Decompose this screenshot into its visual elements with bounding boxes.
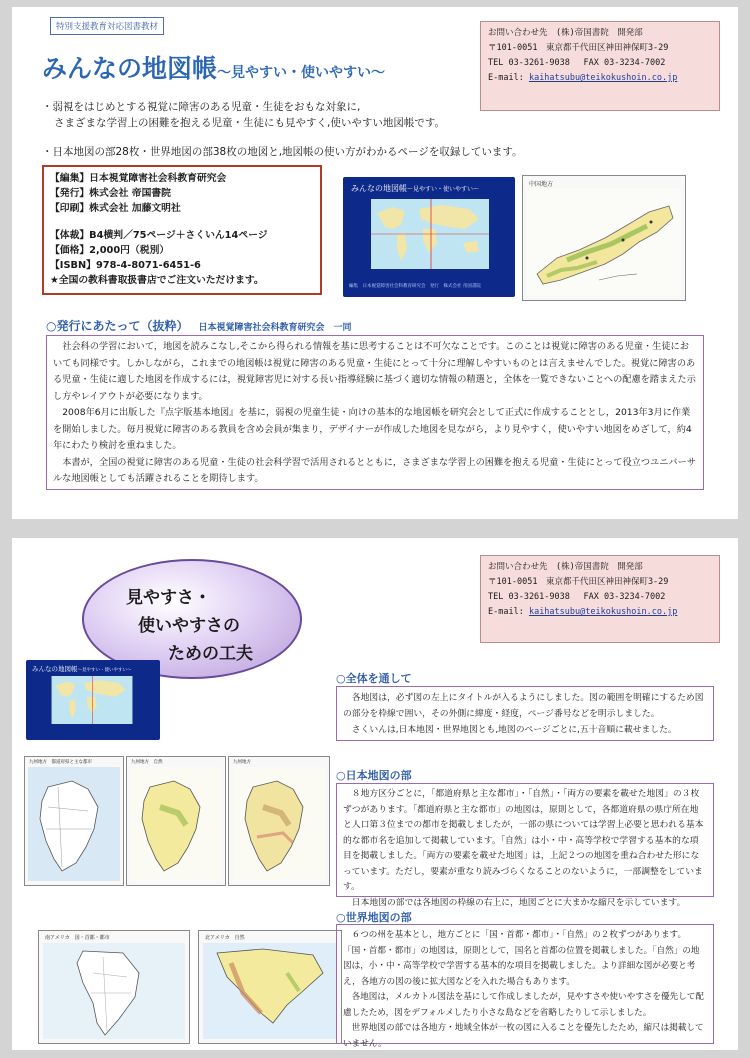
title-main: みんなの地図帳 bbox=[42, 54, 218, 83]
page-2 bbox=[12, 538, 738, 1050]
section-org: 日本視覚障害社会科教育研究会 一同 bbox=[198, 323, 352, 333]
info-publisher: 【発行】株式会社 帝国書院 bbox=[50, 188, 171, 199]
contact-phone: TEL 03-3261-9038 FAX 03-3234-7002 bbox=[488, 592, 666, 602]
contact-box bbox=[480, 555, 720, 643]
atlas-cover-small: みんなの地図帳〜見やすい・使いやすい〜 bbox=[26, 660, 160, 740]
contact-phone: TEL 03-3261-9038 FAX 03-3234-7002 bbox=[488, 58, 666, 68]
contact-company: お問い合わせ先 (株)帝国書院 開発部 bbox=[488, 28, 643, 38]
foreword-paragraph: 社会科の学習において，地図を読みこなし,そこから得られる情報を基に思考することは不可欠なことです。このことは視覚に障害のある児童・生徒においても同様です。しかしながら，これまでの地図帳は視覚に障害のある児童・生徒にとって十分に理解しやすいものとは言えませんでした。視覚に障害のある児童・生徒に適した地図を作成するには，視覚障害児に対する長い指導経験に基づく適切な情報の精選と，全体を一覧できないことへの配慮を踏まえた示し方やレイアウトが必要になります。 bbox=[53, 341, 696, 402]
world-map-graphic bbox=[371, 199, 489, 269]
feature-bubble: 見やすさ・ 使いやすさの ための工夫 bbox=[82, 559, 302, 679]
section-heading-foreword: ○発行にあたって（抜粋） 日本視覚障害社会科教育研究会 一同 bbox=[46, 319, 352, 333]
info-editor: 【編集】日本視覚障害社会科教育研究会 bbox=[50, 173, 227, 184]
chugoku-map-sample: 中国地方 bbox=[522, 175, 686, 301]
page-1 bbox=[12, 7, 738, 519]
title-sub: 〜見やすい・使いやすい〜 bbox=[217, 65, 386, 81]
foreword-paragraph: 本書が，全国の視覚に障害のある児童・生徒の社会科学習で活用されるとともに，さまざまな学習上の困難を抱える児童・生徒にとって役立つユニバーサルな地図帳としても活躍されることを期待します。 bbox=[53, 456, 696, 484]
world-map-north-america: 北アメリカ 自然 bbox=[198, 930, 342, 1044]
contact-email-row: E-mail: kaihatsubu@teikokushoin.co.jp bbox=[488, 607, 678, 617]
world-map-south-america: 南アメリカ 国・首都・都市 bbox=[38, 930, 190, 1044]
info-printer: 【印刷】株式会社 加藤文明社 bbox=[50, 203, 181, 214]
info-price: 【価格】2,000円（税別） bbox=[50, 245, 170, 256]
page-title bbox=[42, 49, 385, 85]
foreword-textbox bbox=[46, 335, 704, 490]
contact-email-link[interactable]: kaihatsubu@teikokushoin.co.jp bbox=[528, 73, 678, 83]
japan-textbox: ８地方区分ごとに，「都道府県と主な都市」・「自然」・「両方の要素を載せた地図」の３枚ずつがあります。「都道府県と主な都市」の地図は，原則として，各都道府県の県庁所在地と人口第３位までの都市を掲載しましたが，一部の県については学習上必要と思われる基本的な都市名を追加して掲載しています。「自然」は小・中・高等学校で学習する基本的な項目を掲載しました。「両方の要素を載せた地図」は，上記２つの地図を重ね合わせた形になっています。ただし，要素が重なり読みづらくなることのないように，一部調整をしています。 日本地図の部では各地図の枠線の右上に，地図ごとに大まかな縮尺を示しています。 bbox=[336, 783, 714, 897]
overall-textbox: 各地図は，必ず図の左上にタイトルが入るようにしました。図の範囲を明確にするため図の部分を枠線で囲い，その外側に緯度・経度，ページ番号などを明示しました。 さくいんは,日本地図・世界地図とも,地図のページごとに,五十音順に載せました。 bbox=[336, 686, 714, 741]
section-heading-world: ○世界地図の部 bbox=[336, 911, 412, 924]
kyushu-map-prefectures: 九州地方 都道府県と主な都市 bbox=[24, 756, 124, 886]
section-heading-japan: ○日本地図の部 bbox=[336, 769, 412, 782]
bullet-2: ・日本地図の部28枚・世界地図の部38枚の地図と,地図帳の使い方がわかるページを収録しています。 bbox=[42, 146, 523, 158]
contact-email-row: E-mail: kaihatsubu@teikokushoin.co.jp bbox=[488, 73, 678, 83]
category-tag: 特別支援教育対応図書教材 bbox=[50, 17, 164, 35]
contact-address: 〒101-0051 東京都千代田区神田神保町3-29 bbox=[488, 577, 669, 587]
contact-company: お問い合わせ先 (株)帝国書院 開発部 bbox=[488, 562, 643, 572]
info-order-note: ★全国の教科書取扱書店でご注文いただけます。 bbox=[50, 275, 264, 286]
world-map-graphic bbox=[44, 676, 140, 724]
contact-email-link[interactable]: kaihatsubu@teikokushoin.co.jp bbox=[528, 607, 678, 617]
info-isbn: 【ISBN】978-4-8071-6451-6 bbox=[50, 260, 201, 271]
foreword-paragraph: 2008年6月に出版した『点字版基本地図』を基に，弱視の児童生徒・向けの基本的な地図帳を研究会として正式に作成することとし，2013年3月に作業を開始しました。毎月視覚に障害のある教員を含め会員が集まり，デザイナーが作成した地図を見ながら，より見やすく，使いやすい地図をめざして，約4年にわたり検討を重ねました。 bbox=[53, 407, 692, 451]
bullet-1: ・弱視をはじめとする視覚に障害のある児童・生徒をおもな対象に, さまざまな学習上の困難を抱える児童・生徒にも見やすく,使いやすい地図帳です。 bbox=[42, 101, 445, 129]
contact-address: 〒101-0051 東京都千代田区神田神保町3-29 bbox=[488, 43, 669, 53]
contact-box bbox=[480, 21, 720, 111]
cover-title: みんなの地図帳 bbox=[351, 184, 407, 193]
kyushu-map-combined: 九州地方 bbox=[228, 756, 330, 886]
publication-info-box bbox=[42, 165, 322, 295]
chugoku-map-graphic bbox=[527, 188, 681, 296]
atlas-cover-image: みんなの地図帳〜見やすい・使いやすい〜 編集 日本視覚障害社会科教育研究会 発行 株式会社 帝国書院 bbox=[343, 177, 515, 297]
kyushu-map-nature: 九州地方 自然 bbox=[126, 756, 226, 886]
info-format: 【体裁】B4横判／75ページ＋さくいん14ページ bbox=[50, 230, 268, 241]
world-textbox: ６つの州を基本とし，地方ごとに「国・首都・都市」・「自然」の２枚ずつがあります。「国・首都・都市」の地図は，原則として，国名と首都の位置を掲載しました。「自然」の地図は，小・中・高等学校で学習する基本的な項目を掲載しました。より詳細な図が必要と考え，各地方の図の後に拡大図などを入れた場合もあります。 各地図は，メルカトル図法を基にして作成しましたが，見やすさや使いやすさを優先して配慮したため，図をデフォルメしたり小さな島などを省略したりして示しました。 世界地図の部では各地方・地域全体が一枚の図に入ることを優先したため，縮尺は掲載していません。 bbox=[336, 924, 714, 1044]
section-heading-overall: ○全体を通して bbox=[336, 672, 412, 685]
